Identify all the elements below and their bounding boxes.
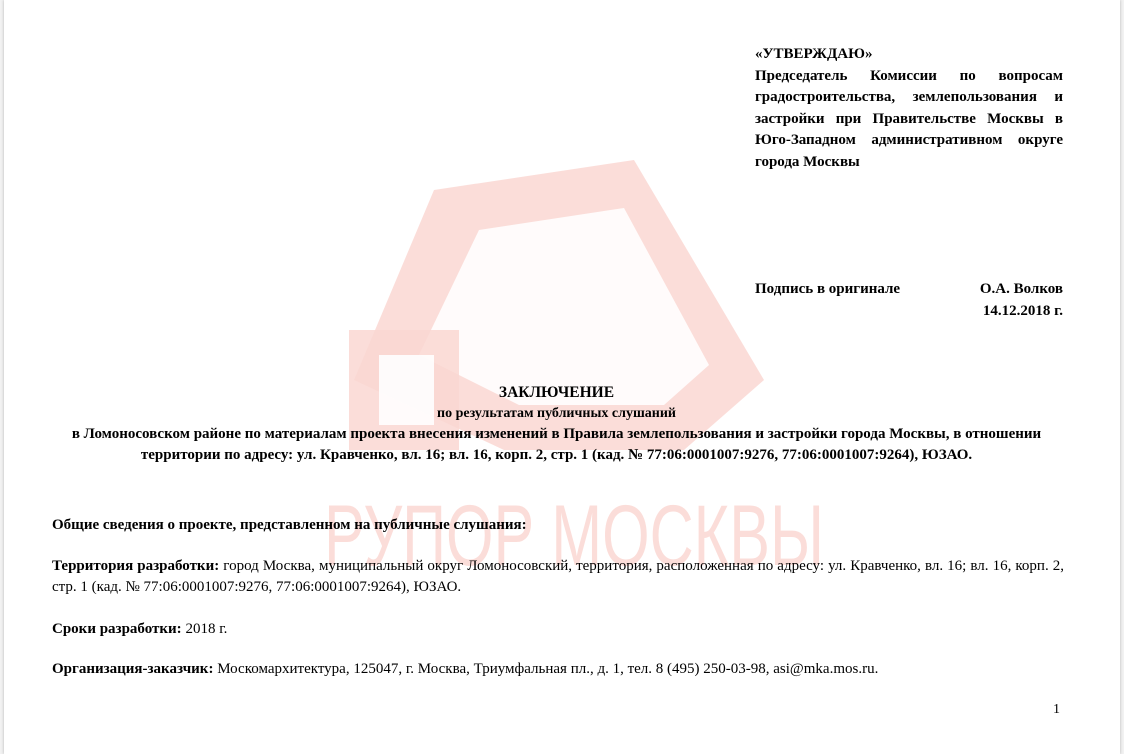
signature-block [755, 279, 1063, 322]
document-subtitle: по результатам публичных слушаний [437, 405, 676, 421]
approval-stamp: «УТВЕРЖДАЮ» [755, 46, 873, 62]
document-description: в Ломоносовском районе по материалам проекта внесения изменений в Правила землепользования и застройки города Москвы, в отношении территории по адресу: ул. Кравченко, вл. 16; вл. 16, корп. 2, стр. 1 (кад. № 77:06:0001007:9276, 77:06:0001007:9264), ЮЗАО. [71, 426, 1042, 463]
approval-block [755, 44, 1063, 173]
signature-date: 14.12.2018 г. [982, 302, 1063, 319]
document-heading [44, 383, 1069, 465]
territory-label: Территория разработки: [52, 558, 220, 574]
general-info-heading: Общие сведения о проекте, представленном на публичные слушания: [52, 517, 527, 533]
signature-note: Подпись в оригинале [755, 281, 901, 297]
terms-label: Сроки разработки: [52, 621, 182, 637]
approver-position: Председатель Комиссии по вопросам градостроительства, землепользования и застройки при Правительстве Москвы в Юго-Западном административном округе города Москвы [755, 67, 1063, 170]
terms-section [52, 619, 1064, 640]
signatory-name: О.А. Волков [979, 281, 1063, 297]
customer-section [52, 659, 1064, 680]
territory-value: город Москва, муниципальный округ Ломоносовский, территория, расположенная по адресу: ул. Кравченко, вл. 16; вл. 16, корп. 2, стр. 1 (кад. № 77:06:0001007:9276, 77:06:0001007:9264), ЮЗАО. [52, 558, 1065, 595]
terms-value: 2018 г. [185, 621, 228, 637]
watermark-text: РУПОР МОСКВЫ [324, 488, 824, 584]
customer-value: Москомархитектура, 125047, г. Москва, Триумфальная пл., д. 1, тел. 8 (495) 250-03-98, asi@mka.mos.ru. [217, 661, 879, 677]
document-title: ЗАКЛЮЧЕНИЕ [498, 384, 615, 401]
customer-label: Организация-заказчик: [52, 661, 214, 677]
document-page [4, 0, 1120, 754]
territory-section [52, 556, 1064, 597]
page-number: 1 [1053, 702, 1060, 717]
